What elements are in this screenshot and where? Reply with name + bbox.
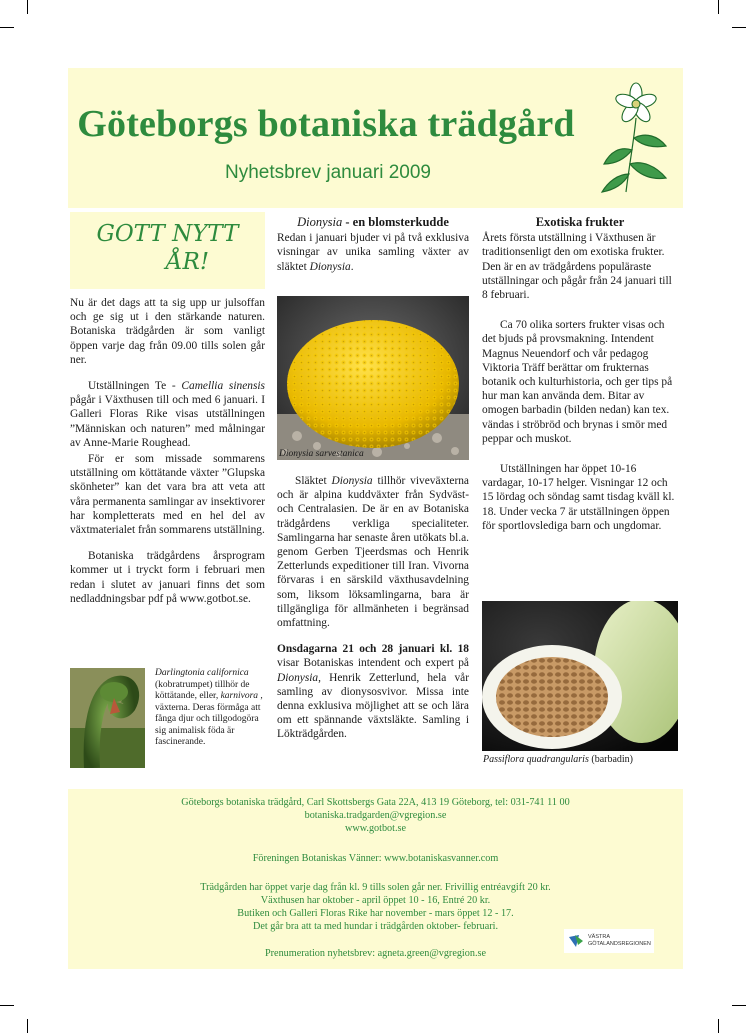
crop-mark [0,1005,14,1006]
dionysia-photo [277,296,469,460]
annual-program-paragraph: Botaniska trädgårdens årsprogram kommer ut i tryckt form i februari men redan i slutet av januari finns det som nedladdningsbar pdf på www.gotbot.se. [70,550,265,605]
dionysia-genus-paragraph: Släktet Dionysia tillhör viveväxterna och är alpina kuddväxter från Sydväst- och Centralasien. De är en av Botaniska trädgårdens verkliga specialiteter. Samlingarna har senaste åren utökats bl.a. genom Gerben Tjeerdsmas och Henrik Zetterlunds expeditioner till Iran. Vivorna förvaras i en särskild växthusavdelning som, liksom löksamlingarna, bara är tillgängliga för allmänheten i begränsad omfattning. [277,475,469,630]
footer-dogs-info: Det går bra att ta med hundar i trädgården oktober- februari. [252,921,499,932]
intro-paragraph: Nu är det dags att ta sig upp ur julsoffan och ge sig ut i den stärkande naturen. Botaniska trädgården är som vanligt öppen varje dag från 09.00 tills solen går ner. [70,297,265,366]
footer-email-link[interactable]: botaniska.tradgarden@vgregion.se [304,810,447,821]
footer-subscription: Prenumeration nyhetsbrev: agneta.green@vgregion.se [265,948,486,959]
column-2-top [277,215,469,286]
footer-panel [68,789,683,969]
dionysia-heading: Dionysia - en blomsterkudde [297,215,449,229]
region-logo-icon [567,931,587,951]
crop-mark [718,1019,719,1033]
footer-friends-association: Föreningen Botaniskas Vänner: www.botaniskasvanner.com [252,853,499,864]
crop-mark [0,27,14,28]
footer-website-link[interactable]: www.gotbot.se [344,823,407,834]
barbadin-photo [482,601,678,751]
vastra-gotalandsregionen-logo [564,929,654,953]
column-1 [70,296,265,618]
crop-mark [732,1005,746,1006]
exotic-fruits-tasting-paragraph: Ca 70 olika sorters frukter visas och det bjuds på provsmakning. Intendent Magnus Neuendorf och vår pedagog Viktoria Träff berättar om frukternas botanik och kulturhistoria, och ger tips på hur man kan använda dem. Bitar av omogen barbadin (bilden nedan) kan tex. vändas i ströbröd och brynas i smör med peppar och muskot. [482,319,673,445]
greeting-line-2: ÅR! [165,249,210,275]
greeting-line-1: GOTT NYTT [96,221,239,247]
header-panel [68,68,683,208]
dionysia-intro: Redan i januari bjuder vi på två exklusiva visningar av unika samling växter av släktet Dionysia. [277,232,469,273]
logo-line-1: VÄSTRA [588,934,611,940]
crop-mark [27,0,28,14]
column-3 [482,215,678,545]
newsletter-title: Göteborgs botaniska trädgård [77,103,575,145]
flower-illustration-icon [596,80,676,198]
exotic-fruits-intro: Årets första utställning i Växthusen är traditionsenligt den om exotiska frukter. Den är en av trädgårdens populäraste utställningar och pågår från 24 januari till 8 februari. [482,232,672,302]
exotic-fruits-heading: Exotiska frukter [535,215,625,229]
footer-greenhouse-hours: Växthusen har oktober - april öppet 10 - 16, Entré 20 kr. [260,895,491,906]
newsletter-subtitle: Nyhetsbrev januari 2009 [225,162,431,183]
carnivorous-plants-paragraph: För er som missade sommarens utställning om köttätande växter ”Glupska skönheter” kan det vara bra att veta att våra permanenta samlingar av insektivorer har kompletterats med en hel del av växtmaterialet från sommarens utställning. [70,453,265,537]
new-year-greeting-panel [70,212,265,289]
dionysia-viewing-paragraph: Onsdagarna 21 och 28 januari kl. 18 visar Botaniskas intendent och expert på Dionysia, Henrik Zetterlund, hela vår samling av dionysosvivor. Missa inte denna exklusiva möjlighet att se och lära om ett spännande växtsläkte. Samling i Lökträdgården. [277,643,469,741]
darlingtonia-photo [70,668,145,768]
logo-line-2: GÖTALANDSREGIONEN [588,941,651,947]
footer-garden-hours: Trädgården har öppet varje dag från kl. 9 tills solen går ner. Frivillig entréavgift 20 kr. [200,882,551,893]
exotic-fruits-hours-paragraph: Utställningen har öppet 10-16 vardagar, 10-17 helger. Visningar 12 och 15 lördag och söndag samt tisdag kväll kl. 18. Under vecka 7 är utställningen öppen för sportlovslediga barn och ungdomar. [482,463,675,532]
footer-address: Göteborgs botaniska trädgård, Carl Skottsbergs Gata 22A, 413 19 Göteborg, tel: 031-741 11 00 [181,797,570,808]
barbadin-caption: Passiflora quadrangularis (barbadin) [483,754,634,765]
column-2-bottom [277,474,469,754]
crop-mark [27,1019,28,1033]
dionysia-photo-caption: Dionysia sarvestanica [279,449,364,459]
tea-exhibition-paragraph: Utställningen Te - Camellia sinensis pågår i Växthusen till och med 6 januari. I Galleri Floras Rike visas utställningen ”Människan och naturen” med målningar av Anne-Marie Roughead. [70,380,265,449]
footer-shop-hours: Butiken och Galleri Floras Rike har november - mars öppet 12 - 17. [237,908,514,919]
crop-mark [718,0,719,14]
crop-mark [732,27,746,28]
darlingtonia-caption: Darlingtonia californica (kobratrumpet) tillhör de köttätande, eller, karnivora , växterna. Deras förmåga att fånga djur och tillgodogöra sig animalisk föda är fascinerande. [155,668,263,747]
